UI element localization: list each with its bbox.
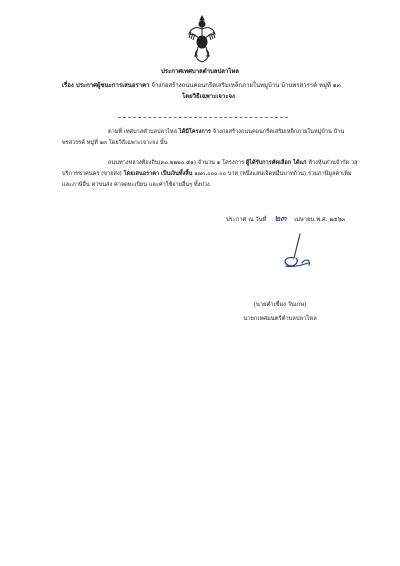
paragraph-2: [62, 158, 358, 191]
handwritten-signature: [278, 232, 314, 278]
separator-line: [118, 117, 288, 118]
paragraph-1-lead: ตามที่ เทศบาลตำบลปลาไหล: [108, 129, 177, 135]
announcement-month-year: เมษายน พ.ศ. ๒๕๖๓: [294, 217, 346, 223]
announcement-date: [226, 211, 345, 225]
announcement-day: ๒๓: [274, 214, 287, 224]
announcement-prefix: ประกาศ ณ วันที่: [226, 217, 267, 223]
paragraph-1: [62, 127, 358, 149]
paragraph-2-part-1: ถนนทางหลวงท้องถิ่น(๓๐.๒๒๒๐.๕๑) จำนวน ๑ โครงการ: [108, 160, 245, 166]
subject-line-2: โดยวิธีเฉพาะเจาะจง: [182, 93, 235, 100]
paragraph-2-part-2: ห้างหุ้นส่วนจำกัด วสุบริการซาคนคร (ขายส่ง): [62, 160, 358, 177]
subject-line-1: จ้างก่อสร้างถนนคอนกรีตเสริมเหล็กภายในหมู่บ้าน บ้านพรสวรรค์ หมู่ที่ ๑๓: [151, 82, 341, 89]
garuda-emblem-icon: [188, 14, 216, 64]
signatory-name: (นายคำเชื่อง วันเกษ): [253, 302, 307, 308]
paragraph-2-part-3: ๑๗๐,๐๐๐.๐๐ บาท (หนึ่งแสนเจ็ดหมื่นบาทถ้วน) รวมภาษีมูลค่าเพิ่มและภาษีอื่น ค่าขนส่ง ค่าจดทะเบียน และค่าใช้จ่ายอื่นๆ ทั้งปวง: [62, 171, 352, 188]
document-heading: ประกาศเทศบาลตำบลปลาไหล: [161, 68, 239, 75]
subject-block: [62, 80, 362, 102]
subject-label: เรื่อง ประกาศผู้ชนะการเสนอราคา: [62, 82, 150, 89]
signatory-title: นายกเทศมนตรีตำบลปลาไหล: [243, 316, 317, 322]
paragraph-2-bold-2: โดยเสนอราคา เป็นเงินทั้งสิ้น: [123, 171, 193, 177]
paragraph-1-rest: จ้างก่อสร้างถนนคอนกรีตเสริมเหล็กภายในหมู่บ้าน บ้านพรสวรรค์ หมู่ที่ ๑๓ โดยวิธีเฉพาะเจาะจง นั้น: [62, 129, 345, 146]
paragraph-1-bold: ได้มีโครงการ: [178, 129, 211, 135]
paragraph-2-bold-1: ผู้ได้รับการคัดเลือก ได้แก่: [245, 160, 307, 166]
